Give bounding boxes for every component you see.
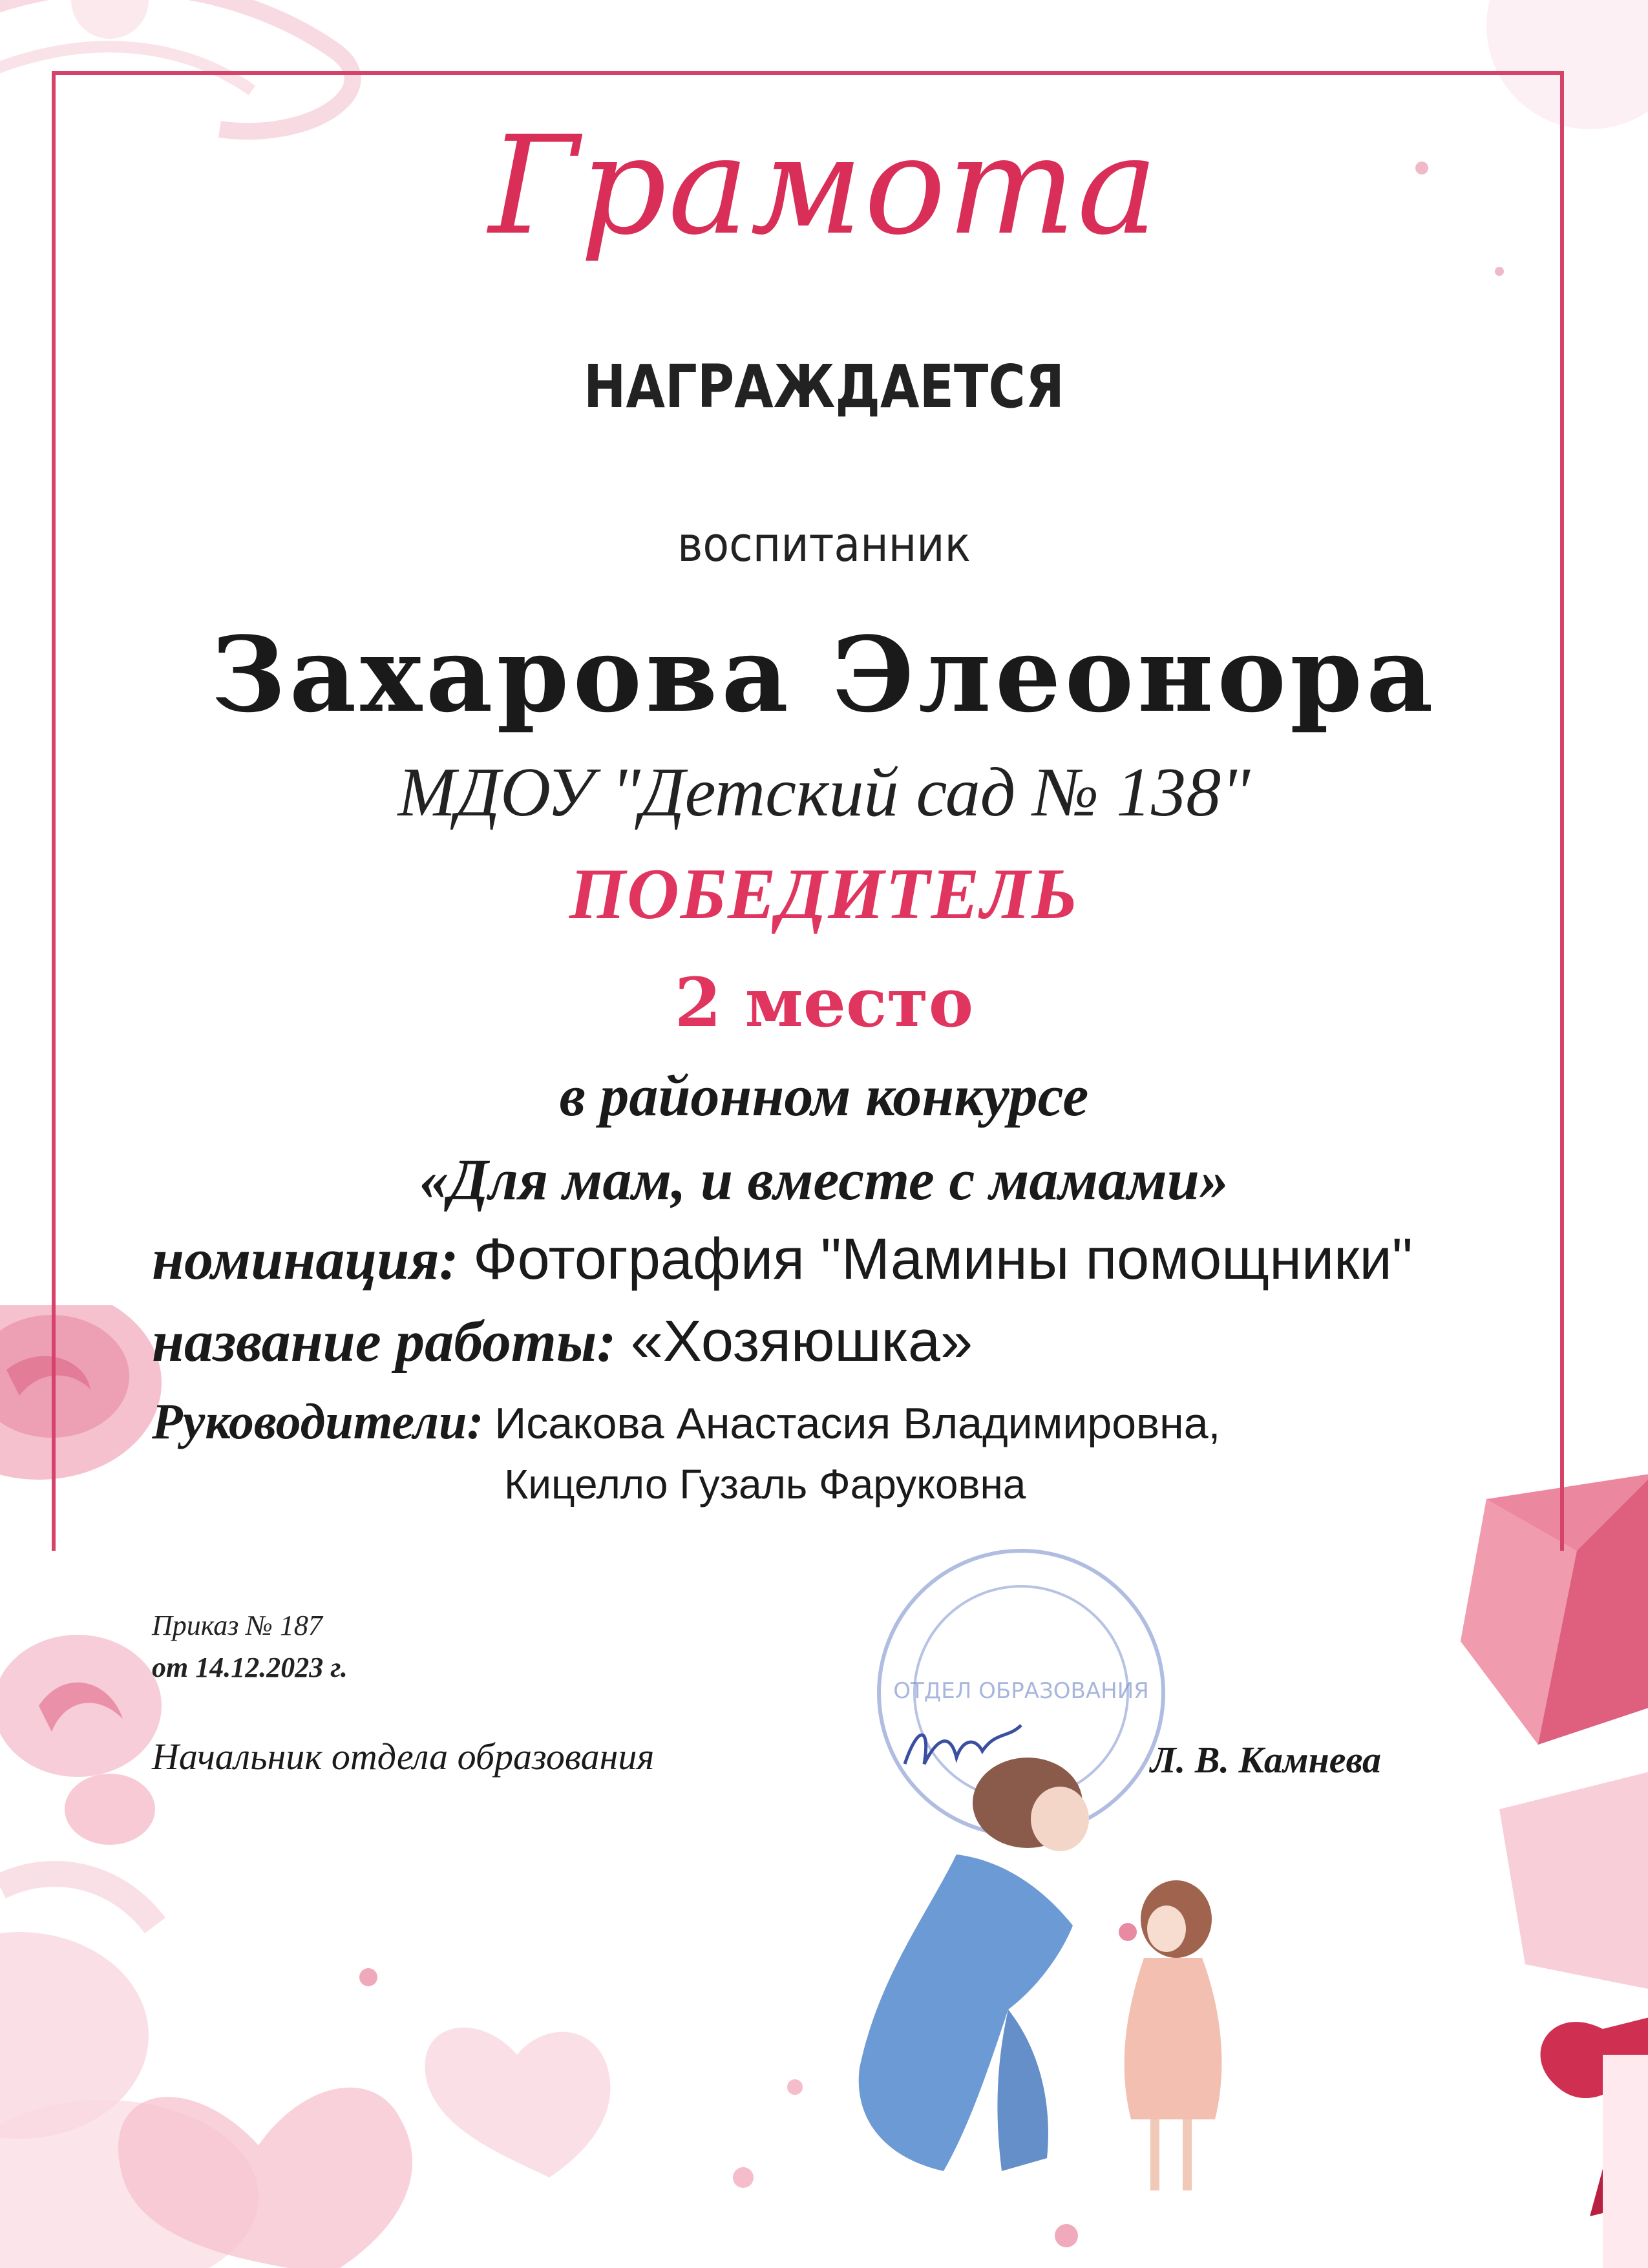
gift-bow-decoration bbox=[1409, 1473, 1648, 2268]
nomination-row bbox=[152, 1226, 1413, 1293]
signature bbox=[898, 1712, 1028, 1783]
nomination-value: Фотография "Мамины помощники" bbox=[473, 1227, 1413, 1292]
contest-line: в районном конкурсе bbox=[559, 1064, 1089, 1128]
recipient-name: Захарова Элеонора bbox=[211, 614, 1437, 735]
work-title-value: «Хозяюшка» bbox=[630, 1309, 973, 1374]
supervisors-row bbox=[152, 1392, 1220, 1451]
stamp-text: ОТДЕЛ ОБРАЗОВАНИЯ bbox=[893, 1678, 1149, 1704]
certificate-title: Грамота bbox=[489, 107, 1159, 265]
winner-status: ПОБЕДИТЕЛЬ bbox=[569, 854, 1079, 934]
supervisor-2: Кицелло Гузаль Фаруковна bbox=[504, 1461, 1026, 1507]
nomination-label: номинация: bbox=[152, 1228, 459, 1292]
signatory-name: Л. В. Камнева bbox=[1150, 1739, 1382, 1781]
order-number: Приказ № 187 bbox=[152, 1610, 322, 1641]
work-title-label: название работы: bbox=[152, 1310, 617, 1374]
supervisors-label: Руководители: bbox=[152, 1393, 484, 1449]
signatory-title: Начальник отдела образования bbox=[152, 1736, 655, 1778]
organization-name: МДОУ "Детский сад № 138" bbox=[397, 754, 1251, 831]
place-text: 2 место bbox=[674, 963, 974, 1042]
work-title-row bbox=[152, 1308, 973, 1375]
supervisor-1: Исакова Анастасия Владимировна, bbox=[494, 1399, 1221, 1448]
contest-name: «Для мам, и вместе с мамами» bbox=[419, 1148, 1229, 1212]
mother-daughter-illustration bbox=[840, 1706, 1260, 2223]
pupil-label: воспитанник bbox=[677, 517, 971, 572]
order-date: от 14.12.2023 г. bbox=[152, 1652, 348, 1683]
awarded-heading: НАГРАЖДАЕТСЯ bbox=[584, 352, 1064, 421]
